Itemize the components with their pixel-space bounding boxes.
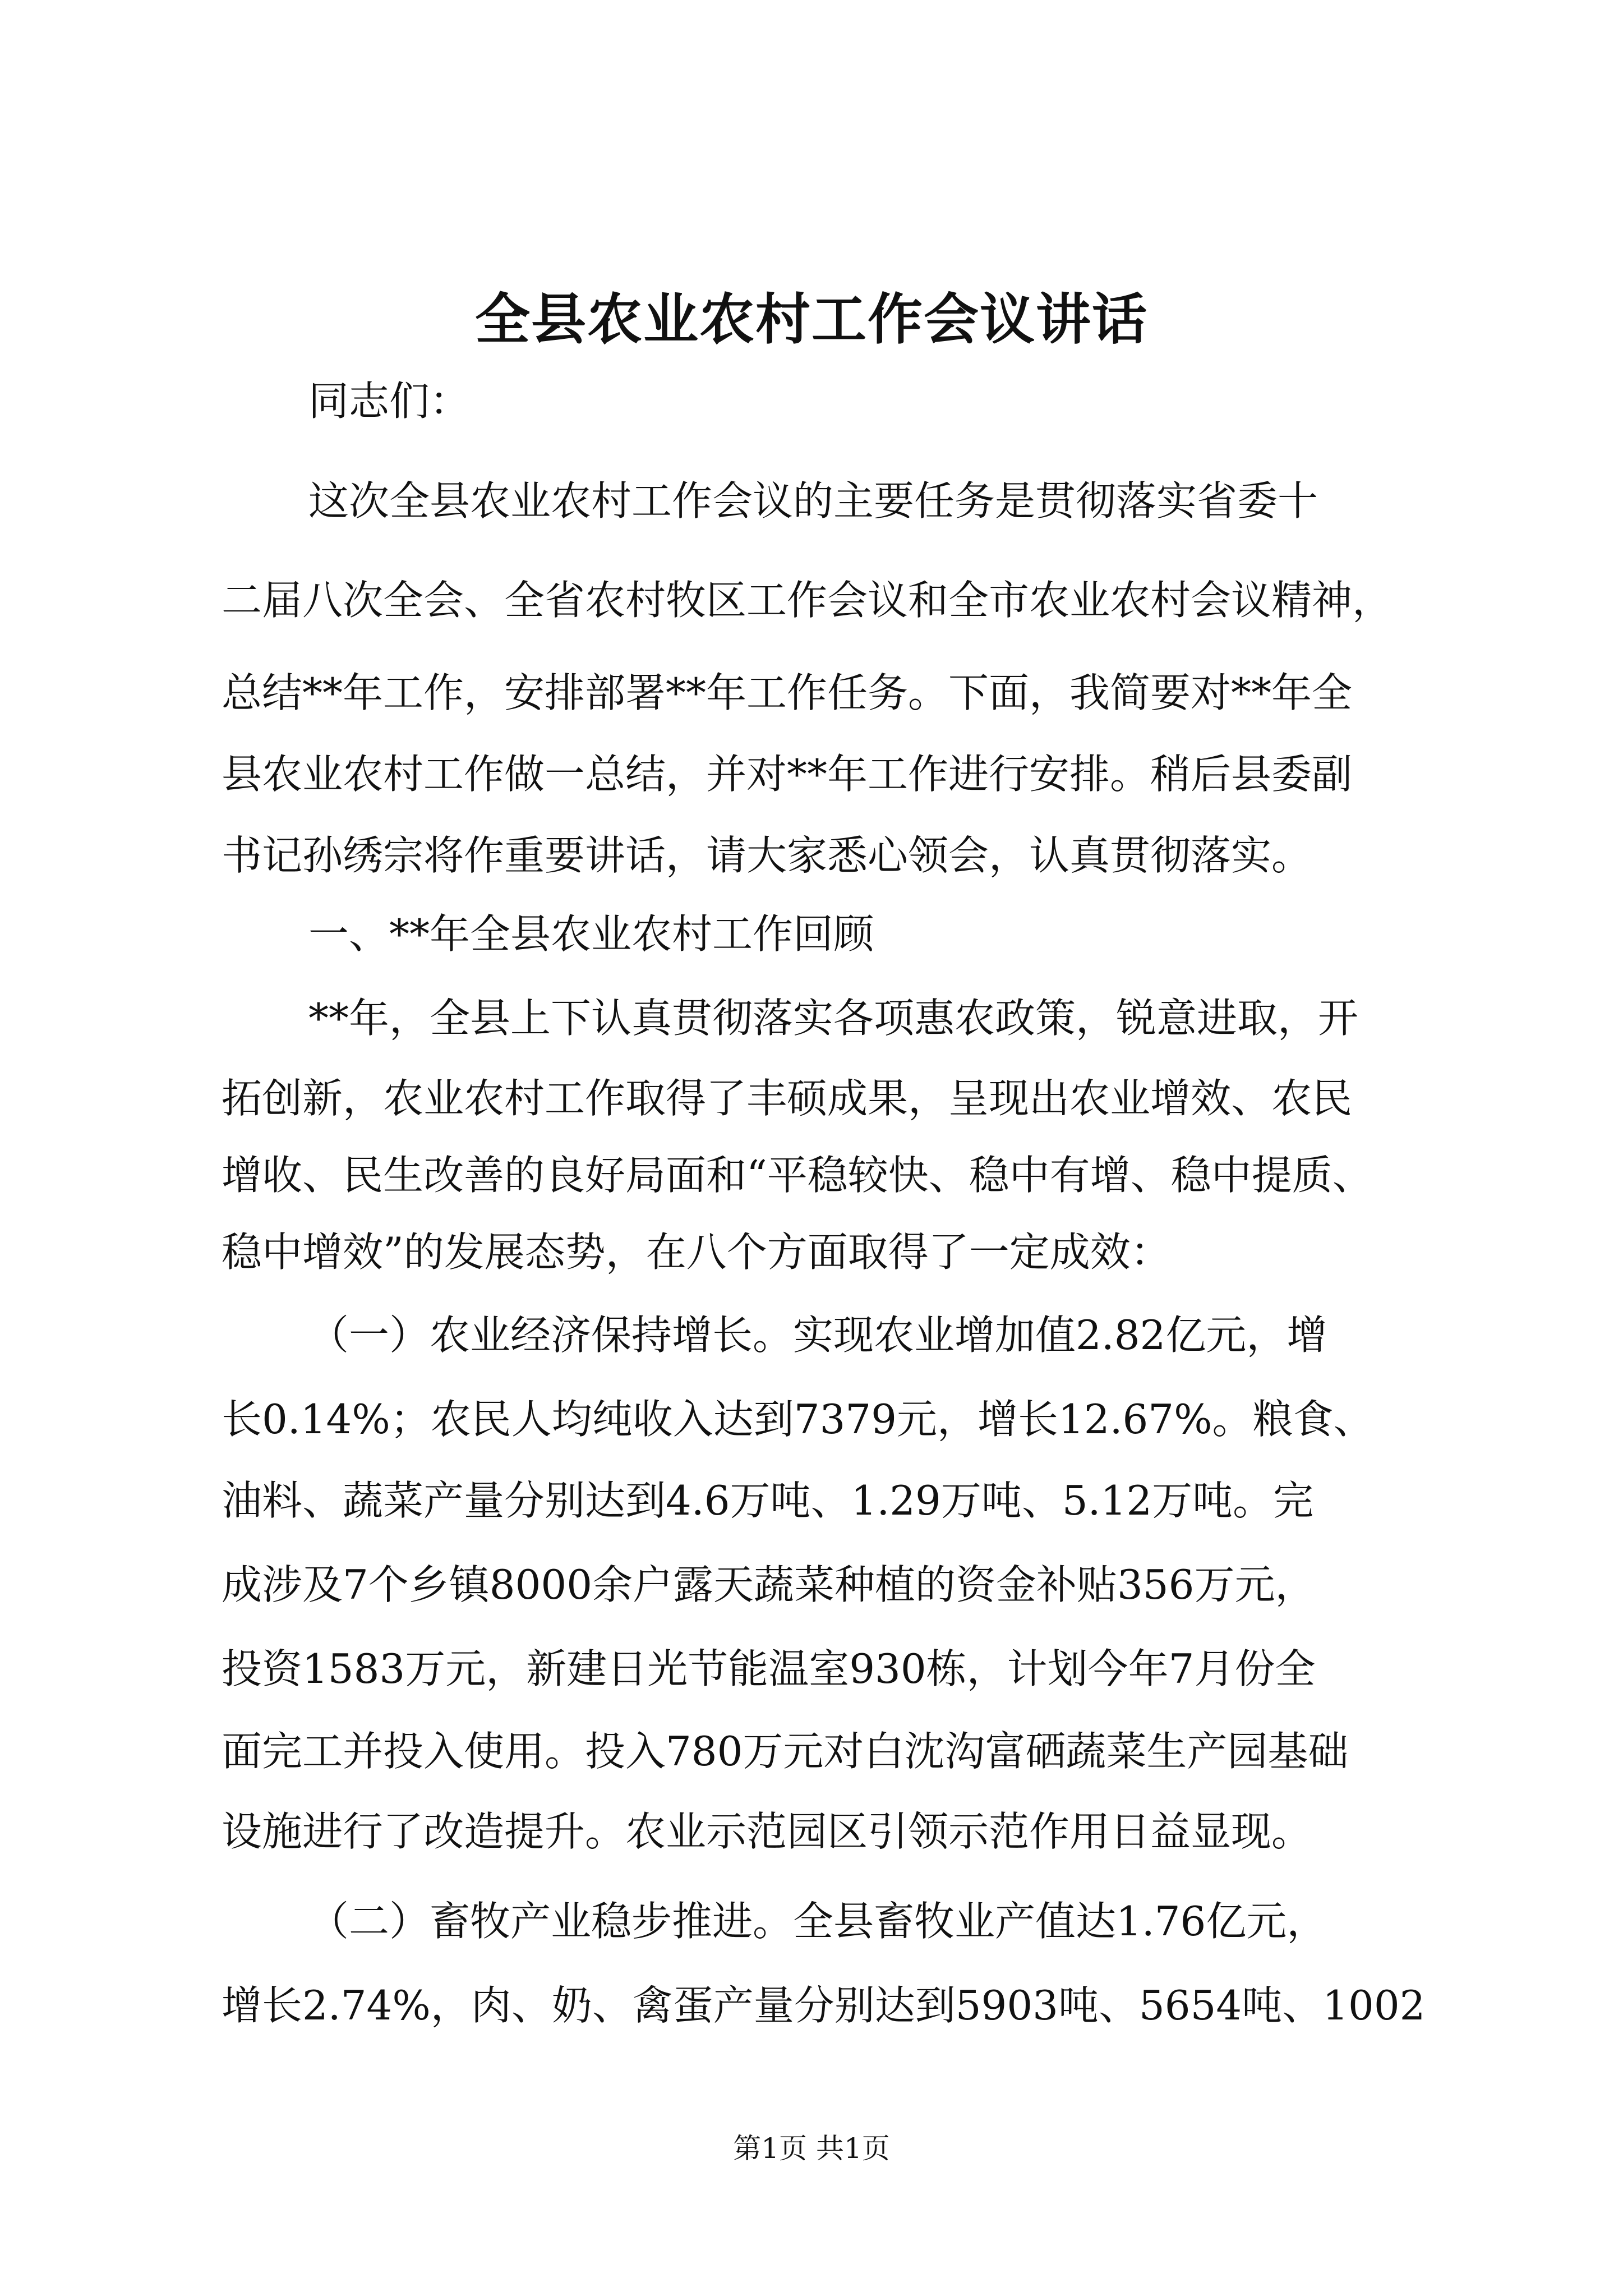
body-line: 这次全县农业农村工作会议的主要任务是贯彻落实省委十 — [308, 477, 1318, 524]
body-line: 长0.14%；农民人均纯收入达到7379元，增长12.67%。粮食、 — [222, 1396, 1374, 1443]
body-line: 投资1583万元，新建日光节能温室930栋，计划今年7月份全 — [222, 1645, 1316, 1692]
body-line: 增收、民生改善的良好局面和“平稳较快、稳中有增、稳中提质、 — [222, 1152, 1373, 1199]
body-line: 油料、蔬菜产量分别达到4.6万吨、1.29万吨、5.12万吨。完 — [222, 1477, 1314, 1524]
body-line: 稳中增效”的发展态势，在八个方面取得了一定成效： — [222, 1228, 1171, 1276]
body-line: 书记孙绣宗将作重要讲话，请大家悉心领会，认真贯彻落实。 — [222, 832, 1312, 879]
body-line: 县农业农村工作做一总结，并对**年工作进行安排。稍后县委副 — [222, 751, 1353, 798]
body-line: （一）农业经济保持增长。实现农业增加值2.82亿元，增 — [308, 1312, 1327, 1359]
body-line: （二）畜牧产业稳步推进。全县畜牧业产值达1.76亿元， — [308, 1898, 1327, 1945]
body-line: 总结**年工作，安排部署**年工作任务。下面，我简要对**年全 — [222, 669, 1353, 716]
body-line: 设施进行了改造提升。农业示范园区引领示范作用日益显现。 — [222, 1808, 1312, 1855]
body-line: 拓创新，农业农村工作取得了丰硕成果，呈现出农业增效、农民 — [222, 1075, 1353, 1122]
document-title: 全县农业农村工作会议讲话 — [474, 287, 1148, 352]
body-line: **年，全县上下认真贯彻落实各项惠农政策，锐意进取，开 — [308, 995, 1359, 1042]
section-heading: 一、**年全县农业农村工作回顾 — [308, 910, 874, 958]
body-line: 增长2.74%，肉、奶、禽蛋产量分别达到5903吨、5654吨、1002 — [222, 1982, 1426, 2029]
page-footer: 第1页 共1页 — [733, 2132, 890, 2165]
salutation: 同志们： — [308, 378, 471, 425]
body-line: 面完工并投入使用。投入780万元对白沈沟富硒蔬菜生产园基础 — [222, 1728, 1349, 1775]
body-line: 成涉及7个乡镇8000余户露天蔬菜种植的资金补贴356万元， — [222, 1561, 1316, 1608]
body-line: 二届八次全会、全省农村牧区工作会议和全市农业农村会议精神， — [222, 577, 1393, 624]
